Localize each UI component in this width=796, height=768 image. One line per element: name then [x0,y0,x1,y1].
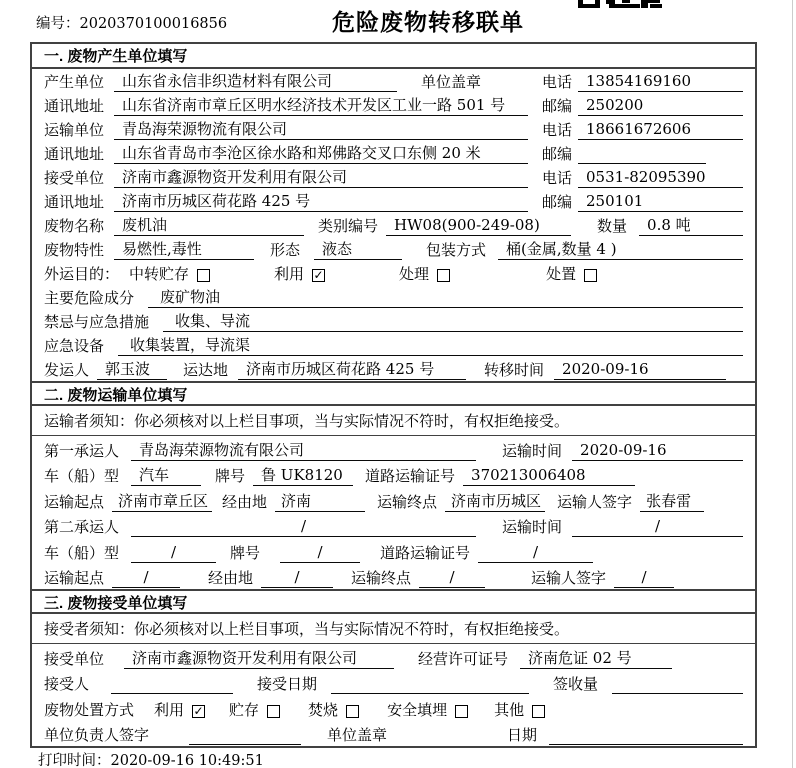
value-plate-no-2: / [280,543,360,563]
label-dispatcher: 发运人 [44,361,90,379]
label-route-via: 经由地 [208,569,254,587]
value-business-license: 济南危证 02 号 [520,649,672,669]
label-disposal-incinerate: 焚烧 [308,700,339,719]
manifest-table [30,42,757,748]
value-transfer-date: 2020-09-16 [554,360,726,380]
value-accept-date [331,693,529,694]
value-route-start-2: / [112,568,180,588]
label-plate-no: 牌号 [215,467,246,485]
label-zip: 邮编 [542,97,573,115]
label-phone: 电话 [542,121,573,139]
doc-number [36,12,227,33]
label-signed-quantity: 签收量 [553,675,599,693]
value-generator-unit: 山东省永信非织造材料有限公司 [114,72,397,92]
section1-title: 一. 废物产生单位填写 [32,44,755,69]
label-road-permit: 道路运输证号 [380,543,471,562]
print-time-value: 2020-09-16 10:49:51 [110,753,264,768]
row-receiver-address [32,189,755,213]
label-emergency-equipment: 应急设备 [44,337,105,355]
checkbox-disposal-landfill [455,705,468,718]
row-route-2 [32,564,755,590]
value-route-via-1: 济南 [275,492,365,512]
label-second-carrier: 第二承运人 [44,518,120,536]
row-accept-unit [32,644,755,670]
label-disposal-storage: 贮存 [229,700,260,719]
value-transport-phone: 18661672606 [578,120,743,140]
value-receiver-zip: 250101 [578,192,743,212]
value-emergency-equipment: 收集装置，导流渠 [118,336,743,356]
row-first-carrier [32,436,755,462]
section3-title: 三. 废物接受单位填写 [32,589,755,614]
row-transport-address [32,141,755,165]
label-transport-unit: 运输单位 [44,121,105,139]
row-generator-address [32,93,755,117]
value-receiver-address: 济南市历城区荷花路 425 号 [114,192,528,212]
label-carrier-signature: 运输人签字 [557,492,633,511]
row-route-1 [32,487,755,513]
value-packaging: 桶(金属,数量 4 ) [498,240,743,260]
checkbox-dispose [584,269,597,282]
checkbox-disposal-utilize: ✓ [193,703,204,718]
value-second-carrier: / [131,517,476,537]
label-emergency-measures: 禁忌与应急措施 [44,313,150,331]
label-disposal-other: 其他 [494,700,525,719]
value-route-start-1: 济南市章丘区 [112,492,212,512]
doc-number-value: 2020370100016856 [79,16,228,32]
label-zip: 邮编 [542,145,573,163]
row-dispatcher [32,357,755,381]
label-unit-seal: 单位盖章 [327,726,388,744]
value-waste-name: 废机油 [114,216,304,236]
value-quantity: 0.8 吨 [639,216,743,236]
label-disposal-landfill: 安全填埋 [387,700,448,719]
page-edge-line [792,0,793,768]
row-responsible-sign [32,721,755,747]
row-generator-unit [32,69,755,93]
row-second-carrier [32,513,755,539]
label-phone: 电话 [542,169,573,187]
row-notice-transporter [32,406,755,436]
label-disposal-utilize: 利用 [154,700,185,719]
value-transport-unit: 青岛海荣源物流有限公司 [114,120,528,140]
label-accept-unit: 接受单位 [44,649,105,668]
row-waste-traits [32,237,755,261]
value-dispatcher: 郭玉波 [97,360,167,380]
value-receiver-unit: 济南市鑫源物资开发利用有限公司 [114,168,528,188]
row-waste-name [32,213,755,237]
label-unit-seal: 单位盖章 [421,73,482,91]
label-receiver-unit: 接受单位 [44,169,105,187]
checkbox-disposal-incinerate [346,705,359,718]
value-vehicle-type-2: / [131,543,216,563]
label-generator-unit: 产生单位 [44,73,105,91]
label-transit-storage: 中转贮存 [129,265,190,283]
value-destination: 济南市历城区荷花路 425 号 [238,360,466,380]
label-route-start: 运输起点 [44,569,105,587]
value-generator-zip: 250200 [578,96,743,116]
checkbox-treat [437,269,450,282]
row-transfer-purpose [32,261,755,285]
label-category-code: 类别编号 [318,217,379,235]
value-accept-unit: 济南市鑫源物资开发利用有限公司 [124,649,394,669]
value-date [549,744,743,745]
value-category-code: HW08(900-249-08) [386,216,571,236]
receiver-notice-text: 接受者须知：你必须核对以上栏目事项，当与实际情况不符时，有权拒绝接受。 [44,620,570,638]
doc-number-label: 编号： [36,16,80,32]
row-emergency-equipment [32,333,755,357]
value-carrier-signature-1: 张春雷 [640,492,704,512]
label-quantity: 数量 [597,217,628,235]
value-plate-no-1: 鲁 UK8120 [253,466,353,486]
label-date: 日期 [507,726,538,744]
value-transport-date-1: 2020-09-16 [572,441,743,461]
label-plate-no: 牌号 [230,543,261,562]
label-waste-traits: 废物特性 [44,241,105,259]
row-vehicle-2 [32,538,755,564]
row-notice-receiver [32,614,755,644]
label-route-start: 运输起点 [44,492,105,511]
label-accept-date: 接受日期 [257,675,318,693]
checkbox-transit-storage [197,269,210,282]
value-first-carrier: 青岛海荣源物流有限公司 [131,441,476,461]
label-phone: 电话 [542,73,573,91]
label-hazard-components: 主要危险成分 [44,289,135,307]
print-time [38,749,264,768]
checkbox-utilize: ✓ [313,268,324,282]
value-hazard-components: 废矿物油 [148,288,743,308]
value-carrier-signature-2: / [614,568,674,588]
label-transfer-date: 转移时间 [484,361,545,379]
value-form: 液态 [314,240,402,260]
value-receiver-phone: 0531-82095390 [578,168,743,188]
label-accept-person: 接受人 [44,675,90,693]
label-route-end: 运输终点 [351,569,412,587]
value-responsible-signature [189,744,301,745]
label-dispose: 处置 [546,265,577,283]
value-route-via-2: / [261,568,333,588]
value-transport-date-2: / [572,517,743,537]
label-business-license: 经营许可证号 [418,649,509,668]
value-transport-zip [578,163,706,164]
print-time-label: 打印时间： [38,753,111,768]
value-route-end-2: / [419,568,485,588]
checkbox-disposal-other [532,705,545,718]
checkbox-disposal-storage [267,705,280,718]
value-road-permit-2: / [478,543,593,563]
value-vehicle-type-1: 汽车 [131,466,201,486]
row-receiver-unit [32,165,755,189]
label-utilize: 利用 [274,265,305,283]
label-treat: 处理 [399,265,430,283]
value-accept-person [111,693,233,694]
label-responsible-signature: 单位负责人签字 [44,726,150,744]
section2-title: 二. 废物运输单位填写 [32,381,755,406]
value-route-end-1: 济南市历城区 [445,492,545,512]
label-route-via: 经由地 [222,492,268,511]
label-form: 形态 [270,241,301,259]
label-address: 通讯地址 [44,193,105,211]
label-zip: 邮编 [542,193,573,211]
label-vehicle-type: 车（船）型 [44,543,120,562]
value-emergency-measures: 收集、导流 [163,312,743,332]
label-disposal-method: 废物处置方式 [44,700,135,719]
row-emergency-measures [32,309,755,333]
label-carrier-signature: 运输人签字 [531,569,607,587]
row-hazard-components [32,285,755,309]
label-road-permit: 道路运输证号 [365,467,456,485]
label-route-end: 运输终点 [377,492,438,511]
value-generator-phone: 13854169160 [578,72,743,92]
value-waste-traits: 易燃性,毒性 [114,240,254,260]
transporter-notice-text: 运输者须知：你必须核对以上栏目事项，当与实际情况不符时，有权拒绝接受。 [44,412,570,430]
value-road-permit-1: 370213006408 [463,466,635,486]
label-address: 通讯地址 [44,97,105,115]
label-transfer-purpose: 外运目的： [44,265,120,283]
row-accept-person [32,670,755,696]
label-transport-date: 运输时间 [502,518,563,536]
label-waste-name: 废物名称 [44,217,105,235]
label-transport-date: 运输时间 [502,441,563,460]
label-destination: 运达地 [183,361,229,379]
value-signed-quantity [612,693,743,694]
row-vehicle-1 [32,462,755,488]
label-address: 通讯地址 [44,145,105,163]
label-packaging: 包装方式 [426,241,487,259]
label-first-carrier: 第一承运人 [44,441,120,460]
row-disposal-method [32,695,755,721]
label-vehicle-type: 车（船）型 [44,467,120,485]
page-title: 危险废物转移联单 [332,9,524,35]
value-generator-address: 山东省济南市章丘区明水经济技术开发区工业一路 501 号 [114,96,528,116]
value-transport-address: 山东省青岛市李沧区徐水路和郑佛路交叉口东侧 20 米 [114,144,528,164]
row-transport-unit [32,117,755,141]
